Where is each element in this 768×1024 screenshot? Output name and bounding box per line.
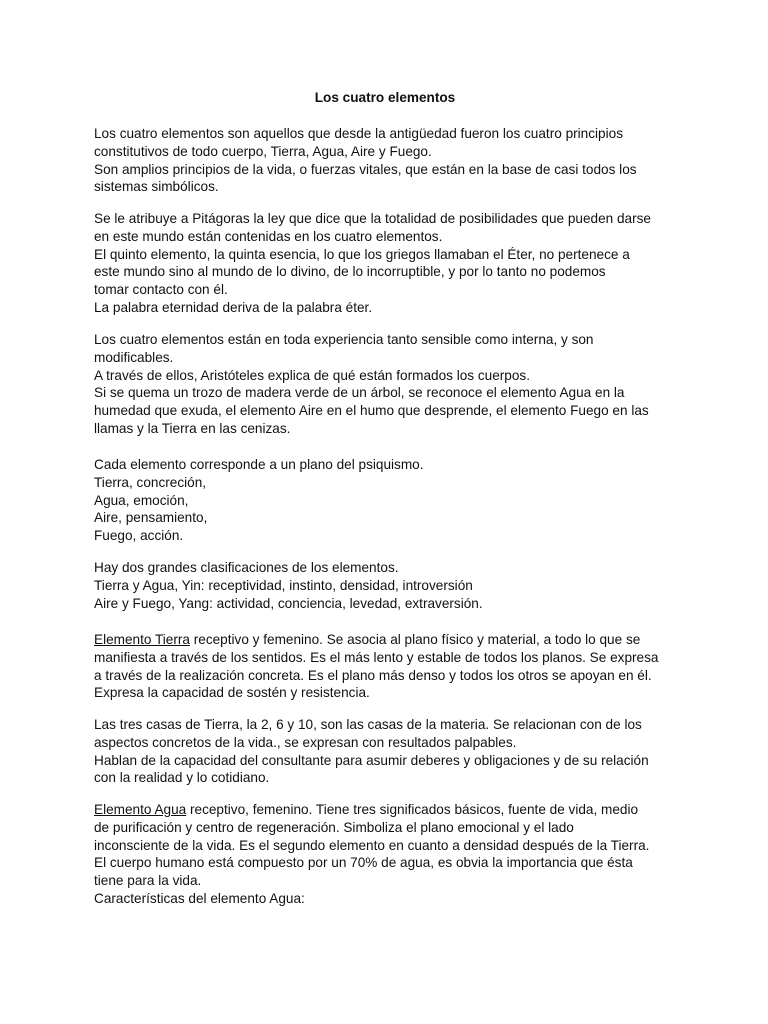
list-item: Tierra, concreción, [94,474,207,490]
paragraph-pitagoras [94,210,684,317]
text-line: Hablan de la capacidad del consultante para asumir deberes y obligaciones y de su relación [94,752,649,768]
document-page [94,0,684,1024]
text-fragment: receptivo y femenino. Se asocia al plano físico y material, a todo lo que se [189,632,641,647]
text-line: El cuerpo humano está compuesto por un 70% de agua, es obvia la importancia que ésta [94,855,633,871]
text-line: manifiesta a través de los sentidos. Es el más lento y estable de todos los planos. Se expresa [94,649,659,665]
text-line: tiene para la vida. [94,873,202,889]
text-line: Los cuatro elementos están en toda experiencia tanto sensible como interna, y son [94,332,594,347]
text-fragment: receptivo, femenino. Tiene tres significados básicos, fuente de vida, medio [186,802,639,817]
section-heading-tierra: Elemento Tierra [94,632,190,647]
text-line: Se le atribuye a Pitágoras la ley que dice que la totalidad de posibilidades que pueden darse [94,211,651,226]
text-line: humedad que exuda, el elemento Aire en el humo que desprende, el elemento Fuego en las [94,403,649,419]
text-line: a través de la realización concreta. Es el plano más denso y todos los otros se apoyan en él. [94,667,652,683]
paragraph-clasificaciones [94,559,684,612]
text-line: con la realidad y lo cotidiano. [94,770,270,786]
text-line [94,631,684,649]
text-line: Expresa la capacidad de sostén y resistencia. [94,685,370,701]
text-line: A través de ellos, Aristóteles explica de qué están formados los cuerpos. [94,367,530,383]
text-line: inconsciente de la vida. Es el segundo elemento en cuanto a densidad después de la Tierra. [94,837,650,853]
text-line: tomar contacto con él. [94,282,228,298]
text-line: Si se quema un trozo de madera verde de un árbol, se reconoce el elemento Agua en la [94,385,625,401]
text-line: Son amplios principios de la vida, o fuerzas vitales, que están en la base de casi todos los [94,161,637,177]
text-line: El quinto elemento, la quinta esencia, lo que los griegos llamaban el Éter, no pertenece a [94,246,630,262]
text-line: Aire y Fuego, Yang: actividad, conciencia, levedad, extraversión. [94,595,483,611]
text-line: llamas y la Tierra en las cenizas. [94,420,291,436]
text-line: en este mundo están contenidas en los cuatro elementos. [94,228,443,244]
section-heading-agua: Elemento Agua [94,802,187,817]
list-item: Aire, pensamiento, [94,510,208,526]
paragraph-intro [94,125,684,196]
paragraph-elemento-agua [94,801,684,908]
list-item: Fuego, acción. [94,528,184,544]
text-line: aspectos concretos de la vida., se expresan con resultados palpables. [94,734,517,750]
text-line: Tierra y Agua, Yin: receptividad, instinto, densidad, introversión [94,577,473,593]
text-line: constitutivos de todo cuerpo, Tierra, Agua, Aire y Fuego. [94,143,432,159]
text-line: La palabra eternidad deriva de la palabra éter. [94,299,373,315]
text-line: Los cuatro elementos son aquellos que desde la antigüedad fueron los cuatro principios [94,126,623,141]
text-line: este mundo sino al mundo de lo divino, de lo incorruptible, y por lo tanto no podemos [94,264,606,280]
text-line: Características del elemento Agua: [94,890,305,906]
text-line: sistemas simbólicos. [94,179,219,195]
text-line: Hay dos grandes clasificaciones de los elementos. [94,560,399,575]
paragraph-psiquismo [94,456,684,545]
text-line: Las tres casas de Tierra, la 2, 6 y 10, son las casas de la materia. Se relacionan con de los [94,717,642,732]
paragraph-experiencia [94,331,684,438]
paragraph-casas-tierra [94,716,684,787]
list-item: Agua, emoción, [94,492,189,508]
text-line: modificables. [94,349,174,365]
text-line [94,801,684,819]
text-line: de purificación y centro de regeneración. Simboliza el plano emocional y el lado [94,819,574,835]
paragraph-elemento-tierra [94,631,684,702]
document-title: Los cuatro elementos [314,90,456,105]
text-line: Cada elemento corresponde a un plano del psiquismo. [94,457,424,472]
